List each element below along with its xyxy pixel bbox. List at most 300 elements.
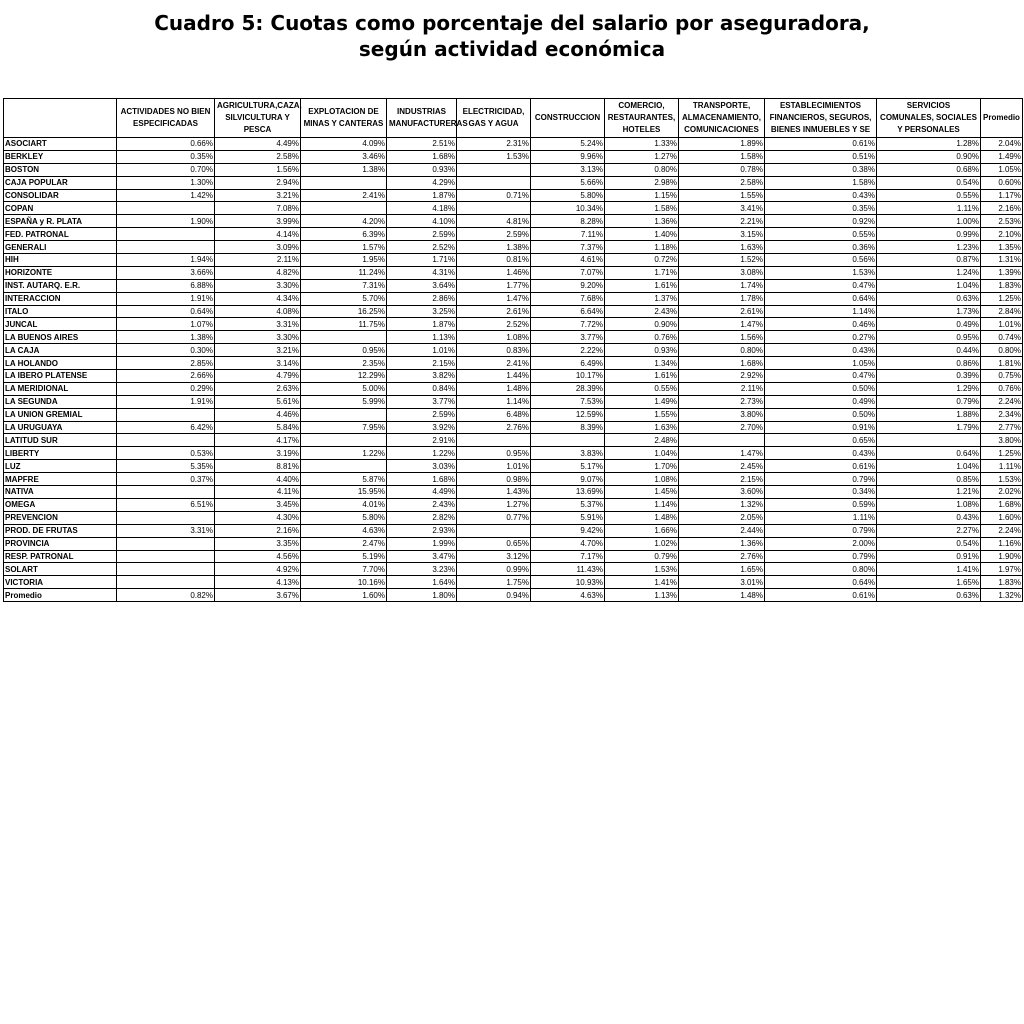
value-cell: 0.38% [765, 163, 877, 176]
value-cell: 1.48% [605, 511, 679, 524]
value-cell: 2.00% [765, 537, 877, 550]
value-cell: 0.91% [877, 550, 981, 563]
value-cell: 0.79% [765, 473, 877, 486]
value-cell: 0.34% [765, 486, 877, 499]
value-cell: 2.52% [457, 318, 531, 331]
value-cell: 3.80% [981, 434, 1023, 447]
table-row [4, 460, 1023, 473]
value-cell: 6.48% [457, 408, 531, 421]
value-cell: 1.14% [605, 498, 679, 511]
column-header: ESTABLECIMIENTOS FINANCIEROS, SEGUROS, BIENES INMUEBLES Y SE [765, 99, 877, 138]
value-cell [301, 408, 387, 421]
value-cell [301, 202, 387, 215]
value-cell: 1.87% [387, 189, 457, 202]
value-cell: 5.66% [531, 176, 605, 189]
value-cell: 1.80% [387, 589, 457, 602]
column-header: CONSTRUCCION [531, 99, 605, 138]
value-cell: 0.99% [877, 228, 981, 241]
value-cell: 1.46% [457, 266, 531, 279]
column-header: ACTIVIDADES NO BIEN ESPECIFICADAS [117, 99, 215, 138]
value-cell: 2.59% [457, 228, 531, 241]
value-cell: 1.71% [387, 254, 457, 267]
value-cell: 0.95% [301, 344, 387, 357]
value-cell: 0.64% [765, 292, 877, 305]
value-cell: 1.91% [117, 292, 215, 305]
value-cell: 3.80% [679, 408, 765, 421]
value-cell: 2.94% [215, 176, 301, 189]
value-cell: 10.93% [531, 576, 605, 589]
column-header: Promedio [981, 99, 1023, 138]
value-cell: 2.24% [981, 524, 1023, 537]
table-row [4, 421, 1023, 434]
value-cell [457, 524, 531, 537]
value-cell: 1.30% [117, 176, 215, 189]
value-cell: 0.87% [877, 254, 981, 267]
value-cell: 4.81% [457, 215, 531, 228]
value-cell: 0.65% [457, 537, 531, 550]
value-cell: 0.95% [457, 447, 531, 460]
value-cell: 7.70% [301, 563, 387, 576]
insurer-name-cell: LIBERTY [4, 447, 117, 460]
value-cell: 0.98% [457, 473, 531, 486]
value-cell: 1.33% [605, 138, 679, 151]
value-cell: 1.94% [117, 254, 215, 267]
value-cell [117, 202, 215, 215]
value-cell: 9.07% [531, 473, 605, 486]
value-cell: 3.30% [215, 279, 301, 292]
value-cell: 0.76% [981, 382, 1023, 395]
value-cell: 3.82% [387, 370, 457, 383]
value-cell [117, 537, 215, 550]
value-cell: 0.53% [117, 447, 215, 460]
value-cell: 2.02% [981, 486, 1023, 499]
value-cell: 1.29% [877, 382, 981, 395]
value-cell: 2.41% [457, 357, 531, 370]
value-cell: 3.14% [215, 357, 301, 370]
table-row [4, 266, 1023, 279]
value-cell: 4.63% [531, 589, 605, 602]
value-cell [117, 511, 215, 524]
value-cell: 0.50% [765, 408, 877, 421]
value-cell: 1.16% [981, 537, 1023, 550]
value-cell: 15.95% [301, 486, 387, 499]
value-cell: 0.46% [765, 318, 877, 331]
value-cell: 0.43% [765, 344, 877, 357]
value-cell: 1.38% [117, 331, 215, 344]
insurer-name-cell: RESP. PATRONAL [4, 550, 117, 563]
table-row [4, 524, 1023, 537]
value-cell: 0.95% [877, 331, 981, 344]
value-cell: 0.51% [765, 150, 877, 163]
value-cell: 1.48% [457, 382, 531, 395]
value-cell: 1.08% [605, 473, 679, 486]
value-cell: 1.79% [877, 421, 981, 434]
value-cell: 3.77% [387, 395, 457, 408]
value-cell: 1.25% [981, 292, 1023, 305]
table-row [4, 318, 1023, 331]
value-cell: 4.46% [215, 408, 301, 421]
value-cell: 1.56% [679, 331, 765, 344]
value-cell: 1.23% [877, 241, 981, 254]
value-cell: 2.92% [679, 370, 765, 383]
value-cell: 1.39% [981, 266, 1023, 279]
value-cell: 7.95% [301, 421, 387, 434]
value-cell: 1.99% [387, 537, 457, 550]
table-row [4, 382, 1023, 395]
column-header: ELECTRICIDAD, GAS Y AGUA [457, 99, 531, 138]
value-cell: 1.78% [679, 292, 765, 305]
value-cell: 3.23% [387, 563, 457, 576]
table-row [4, 486, 1023, 499]
insurer-name-cell: PREVENCION [4, 511, 117, 524]
value-cell: 0.86% [877, 357, 981, 370]
value-cell: 1.35% [981, 241, 1023, 254]
value-cell: 0.61% [765, 138, 877, 151]
value-cell: 1.63% [679, 241, 765, 254]
value-cell: 0.36% [765, 241, 877, 254]
value-cell: 1.11% [877, 202, 981, 215]
value-cell: 0.93% [387, 163, 457, 176]
insurer-name-cell: LA IBERO PLATENSE [4, 370, 117, 383]
value-cell: 1.17% [981, 189, 1023, 202]
value-cell: 1.27% [605, 150, 679, 163]
value-cell: 1.90% [117, 215, 215, 228]
value-cell: 0.43% [877, 511, 981, 524]
value-cell: 11.43% [531, 563, 605, 576]
value-cell: 2.41% [301, 189, 387, 202]
value-cell: 0.55% [877, 189, 981, 202]
value-cell [117, 228, 215, 241]
value-cell: 11.75% [301, 318, 387, 331]
value-cell: 0.44% [877, 344, 981, 357]
value-cell: 0.65% [765, 434, 877, 447]
value-cell: 4.40% [215, 473, 301, 486]
table-row [4, 370, 1023, 383]
insurer-name-cell: LA HOLANDO [4, 357, 117, 370]
table-row [4, 292, 1023, 305]
value-cell: 4.63% [301, 524, 387, 537]
value-cell: 2.61% [679, 305, 765, 318]
value-cell: 0.54% [877, 176, 981, 189]
value-cell: 2.93% [387, 524, 457, 537]
value-cell: 1.32% [981, 589, 1023, 602]
insurer-name-cell: VICTORIA [4, 576, 117, 589]
insurer-name-cell: LA CAJA [4, 344, 117, 357]
insurer-name-cell: ITALO [4, 305, 117, 318]
value-cell: 0.71% [457, 189, 531, 202]
value-cell: 2.70% [679, 421, 765, 434]
value-cell: 1.74% [679, 279, 765, 292]
insurer-name-cell: HIH [4, 254, 117, 267]
value-cell: 1.68% [981, 498, 1023, 511]
value-cell: 2.21% [679, 215, 765, 228]
value-cell: 3.77% [531, 331, 605, 344]
value-cell: 1.27% [457, 498, 531, 511]
value-cell: 6.39% [301, 228, 387, 241]
insurer-name-cell: PROVINCIA [4, 537, 117, 550]
value-cell: 3.45% [215, 498, 301, 511]
value-cell: 4.82% [215, 266, 301, 279]
value-cell: 1.01% [387, 344, 457, 357]
value-cell: 7.37% [531, 241, 605, 254]
value-cell: 3.83% [531, 447, 605, 460]
value-cell: 1.21% [877, 486, 981, 499]
value-cell: 7.72% [531, 318, 605, 331]
value-cell: 1.14% [765, 305, 877, 318]
column-header: AGRICULTURA,CAZA, SILVICULTURA Y PESCA [215, 99, 301, 138]
value-cell: 2.27% [877, 524, 981, 537]
value-cell: 0.55% [765, 228, 877, 241]
value-cell: 3.60% [679, 486, 765, 499]
column-header [4, 99, 117, 138]
value-cell: 0.35% [117, 150, 215, 163]
value-cell: 1.02% [605, 537, 679, 550]
value-cell: 1.42% [117, 189, 215, 202]
value-cell: 4.49% [215, 138, 301, 151]
value-cell: 3.64% [387, 279, 457, 292]
value-cell: 1.53% [457, 150, 531, 163]
value-cell: 2.58% [679, 176, 765, 189]
value-cell: 1.41% [605, 576, 679, 589]
value-cell: 0.82% [117, 589, 215, 602]
value-cell: 2.77% [981, 421, 1023, 434]
value-cell: 3.13% [531, 163, 605, 176]
value-cell: 2.82% [387, 511, 457, 524]
value-cell [457, 163, 531, 176]
value-cell: 1.52% [679, 254, 765, 267]
value-cell: 8.28% [531, 215, 605, 228]
value-cell: 3.21% [215, 189, 301, 202]
value-cell: 1.55% [605, 408, 679, 421]
table-row [4, 408, 1023, 421]
value-cell: 1.01% [981, 318, 1023, 331]
value-cell: 2.52% [387, 241, 457, 254]
value-cell: 2.85% [117, 357, 215, 370]
value-cell: 4.34% [215, 292, 301, 305]
value-cell [117, 486, 215, 499]
value-cell: 3.19% [215, 447, 301, 460]
insurer-name-cell: OMEGA [4, 498, 117, 511]
value-cell: 0.64% [765, 576, 877, 589]
value-cell: 4.18% [387, 202, 457, 215]
value-cell: 4.92% [215, 563, 301, 576]
value-cell: 5.80% [301, 511, 387, 524]
value-cell: 1.53% [605, 563, 679, 576]
value-cell: 1.57% [301, 241, 387, 254]
value-cell: 0.43% [765, 189, 877, 202]
value-cell: 3.99% [215, 215, 301, 228]
value-cell: 2.44% [679, 524, 765, 537]
value-cell: 2.91% [387, 434, 457, 447]
value-cell: 0.43% [765, 447, 877, 460]
table-row [4, 241, 1023, 254]
value-cell: 7.08% [215, 202, 301, 215]
value-cell: 1.87% [387, 318, 457, 331]
value-cell: 3.08% [679, 266, 765, 279]
value-cell: 2.59% [387, 228, 457, 241]
value-cell: 5.70% [301, 292, 387, 305]
value-cell: 9.42% [531, 524, 605, 537]
value-cell: 2.84% [981, 305, 1023, 318]
value-cell: 2.05% [679, 511, 765, 524]
value-cell: 5.61% [215, 395, 301, 408]
value-cell: 1.70% [605, 460, 679, 473]
insurer-name-cell: LA SEGUNDA [4, 395, 117, 408]
column-header: INDUSTRIAS MANUFACTURERAS [387, 99, 457, 138]
value-cell: 1.91% [117, 395, 215, 408]
value-cell: 4.29% [387, 176, 457, 189]
value-cell: 0.72% [605, 254, 679, 267]
value-cell: 3.01% [679, 576, 765, 589]
table-row [4, 202, 1023, 215]
value-cell: 1.43% [457, 486, 531, 499]
value-cell: 2.34% [981, 408, 1023, 421]
value-cell: 0.50% [765, 382, 877, 395]
value-cell: 0.77% [457, 511, 531, 524]
value-cell [301, 460, 387, 473]
value-cell: 13.69% [531, 486, 605, 499]
value-cell: 2.16% [981, 202, 1023, 215]
value-cell: 1.65% [679, 563, 765, 576]
value-cell: 5.00% [301, 382, 387, 395]
value-cell [117, 576, 215, 589]
value-cell: 0.74% [981, 331, 1023, 344]
value-cell: 4.01% [301, 498, 387, 511]
value-cell: 7.07% [531, 266, 605, 279]
value-cell [457, 434, 531, 447]
insurer-name-cell: LA MERIDIONAL [4, 382, 117, 395]
value-cell: 5.91% [531, 511, 605, 524]
value-cell: 4.17% [215, 434, 301, 447]
value-cell: 3.46% [301, 150, 387, 163]
value-cell: 2.11% [215, 254, 301, 267]
value-cell: 1.71% [605, 266, 679, 279]
value-cell: 0.84% [387, 382, 457, 395]
value-cell: 3.31% [215, 318, 301, 331]
insurer-name-cell: BOSTON [4, 163, 117, 176]
insurer-name-cell: MAPFRE [4, 473, 117, 486]
table-row [4, 189, 1023, 202]
value-cell: 5.24% [531, 138, 605, 151]
value-cell: 1.08% [457, 331, 531, 344]
value-cell: 1.48% [679, 589, 765, 602]
insurer-name-cell: JUNCAL [4, 318, 117, 331]
table-row [4, 215, 1023, 228]
value-cell: 1.13% [387, 331, 457, 344]
title-line-2: según actividad económica [358, 37, 666, 61]
value-cell: 0.79% [605, 550, 679, 563]
table-row [4, 150, 1023, 163]
value-cell: 0.63% [877, 292, 981, 305]
insurer-name-cell: CONSOLIDAR [4, 189, 117, 202]
value-cell: 2.76% [457, 421, 531, 434]
value-cell: 4.31% [387, 266, 457, 279]
table-row [4, 576, 1023, 589]
value-cell: 1.24% [877, 266, 981, 279]
value-cell: 0.68% [877, 163, 981, 176]
value-cell: 0.35% [765, 202, 877, 215]
document-title [0, 10, 1024, 62]
value-cell: 2.35% [301, 357, 387, 370]
value-cell: 2.45% [679, 460, 765, 473]
value-cell: 1.45% [605, 486, 679, 499]
value-cell: 3.67% [215, 589, 301, 602]
value-cell: 1.68% [387, 473, 457, 486]
value-cell: 9.20% [531, 279, 605, 292]
value-cell: 1.28% [877, 138, 981, 151]
value-cell: 1.34% [605, 357, 679, 370]
value-cell: 5.37% [531, 498, 605, 511]
table-row [4, 228, 1023, 241]
table-row [4, 331, 1023, 344]
value-cell: 6.64% [531, 305, 605, 318]
value-cell: 1.49% [981, 150, 1023, 163]
value-cell: 1.56% [215, 163, 301, 176]
table-row [4, 537, 1023, 550]
value-cell: 1.38% [457, 241, 531, 254]
insurer-name-cell: ESPAÑA y R. PLATA [4, 215, 117, 228]
table-row [4, 498, 1023, 511]
value-cell: 1.53% [765, 266, 877, 279]
value-cell: 1.65% [877, 576, 981, 589]
value-cell: 0.56% [765, 254, 877, 267]
value-cell: 0.90% [605, 318, 679, 331]
value-cell: 0.93% [605, 344, 679, 357]
value-cell: 3.31% [117, 524, 215, 537]
value-cell: 1.58% [765, 176, 877, 189]
value-cell: 4.13% [215, 576, 301, 589]
value-cell: 1.37% [605, 292, 679, 305]
column-header: SERVICIOS COMUNALES, SOCIALES Y PERSONALES [877, 99, 981, 138]
value-cell: 1.04% [605, 447, 679, 460]
value-cell: 0.75% [981, 370, 1023, 383]
value-cell: 0.60% [981, 176, 1023, 189]
value-cell: 1.53% [981, 473, 1023, 486]
value-cell: 0.85% [877, 473, 981, 486]
table-row [4, 163, 1023, 176]
table-row [4, 511, 1023, 524]
insurer-name-cell: BERKLEY [4, 150, 117, 163]
value-cell: 1.60% [981, 511, 1023, 524]
value-cell: 5.35% [117, 460, 215, 473]
value-cell: 0.92% [765, 215, 877, 228]
value-cell: 1.83% [981, 279, 1023, 292]
insurer-name-cell: LATITUD SUR [4, 434, 117, 447]
value-cell: 2.86% [387, 292, 457, 305]
value-cell: 0.66% [117, 138, 215, 151]
insurer-name-cell: COPAN [4, 202, 117, 215]
value-cell: 1.83% [981, 576, 1023, 589]
value-cell [117, 241, 215, 254]
value-cell: 2.15% [679, 473, 765, 486]
value-cell: 0.29% [117, 382, 215, 395]
value-cell: 0.64% [117, 305, 215, 318]
insurer-name-cell: LA URUGUAYA [4, 421, 117, 434]
value-cell: 0.80% [679, 344, 765, 357]
value-cell: 1.68% [679, 357, 765, 370]
table-body [4, 138, 1023, 602]
value-cell: 9.96% [531, 150, 605, 163]
insurer-name-cell: LA UNION GREMIAL [4, 408, 117, 421]
table-row [4, 254, 1023, 267]
value-cell: 1.55% [679, 189, 765, 202]
value-cell: 5.80% [531, 189, 605, 202]
value-cell: 2.24% [981, 395, 1023, 408]
value-cell: 1.63% [605, 421, 679, 434]
value-cell: 1.61% [605, 370, 679, 383]
value-cell: 1.88% [877, 408, 981, 421]
value-cell: 6.88% [117, 279, 215, 292]
